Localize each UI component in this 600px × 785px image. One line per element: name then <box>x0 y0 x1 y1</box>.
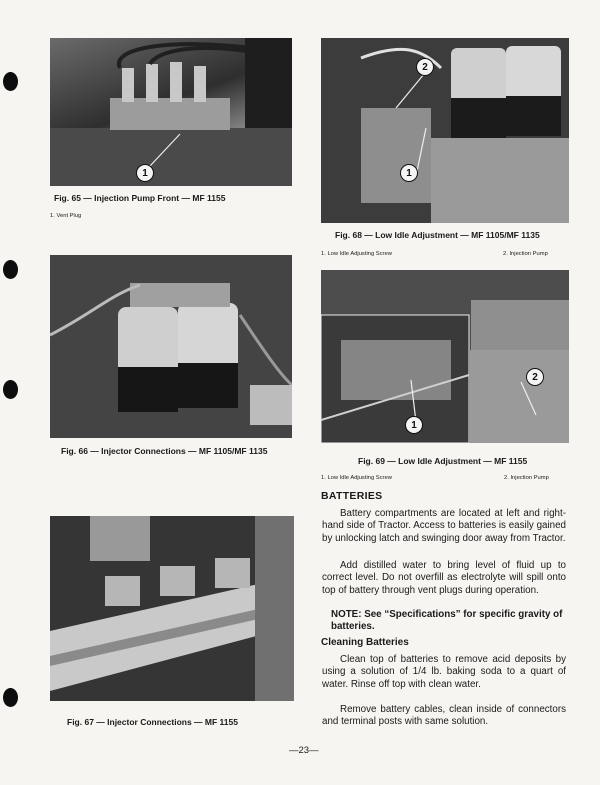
callout-1: 1 <box>405 416 423 434</box>
specs-note: NOTE: See “Specifications” for specific gravity of batteries. <box>331 609 563 633</box>
fig68-note-right: 2. Injection Pump <box>503 251 548 257</box>
fig66-photo <box>50 255 292 438</box>
binder-hole <box>3 380 18 399</box>
paragraph-cleaning: Clean top of batteries to remove acid deposits by using a solution of 1/4 lb. baking soda to a quart of water. Rinse off top with clean water. <box>322 654 566 690</box>
fig69-note-right: 2. Injection Pump <box>504 475 549 481</box>
fig66-caption: Fig. 66 — Injector Connections — MF 1105/MF 1135 <box>61 446 268 456</box>
fig68-photo <box>321 38 569 223</box>
fig69-photo <box>321 270 569 443</box>
fig65-note: 1. Vent Plug <box>50 213 82 219</box>
fig65-caption: Fig. 65 — Injection Pump Front — MF 1155 <box>54 193 226 203</box>
callout-1: 1 <box>400 164 418 182</box>
fig68-note-left: 1. Low Idle Adjusting Screw <box>321 251 392 257</box>
paragraph-distilled-water: Add distilled water to bring level of fluid up to correct level. Do not overfill as electrolyte will spill onto top of battery through vent plugs during operation. <box>322 560 566 596</box>
fig69-note-left: 1. Low Idle Adjusting Screw <box>321 475 392 481</box>
paragraph-access: Battery compartments are located at left and right-hand side of Tractor. Access to batteries is easily gained by unlocking latch and swinging door away from Tractor. <box>322 508 566 544</box>
paragraph-cables: Remove battery cables, clean inside of connectors and terminal posts with same solution. <box>322 704 566 728</box>
fig67-caption: Fig. 67 — Injector Connections — MF 1155 <box>67 717 238 727</box>
binder-hole <box>3 72 18 91</box>
fig69-caption: Fig. 69 — Low Idle Adjustment — MF 1155 <box>358 456 528 466</box>
page-number: —23— <box>289 745 319 756</box>
fig68-caption: Fig. 68 — Low Idle Adjustment — MF 1105/MF 1135 <box>335 230 540 240</box>
subheading: Cleaning Batteries <box>321 637 409 648</box>
binder-hole <box>3 260 18 279</box>
fig65-photo <box>50 38 292 186</box>
binder-hole <box>3 688 18 707</box>
callout-2: 2 <box>416 58 434 76</box>
fig67-photo <box>50 516 294 701</box>
callout-2: 2 <box>526 368 544 386</box>
section-heading: BATTERIES <box>321 490 383 502</box>
callout-1: 1 <box>136 164 154 182</box>
